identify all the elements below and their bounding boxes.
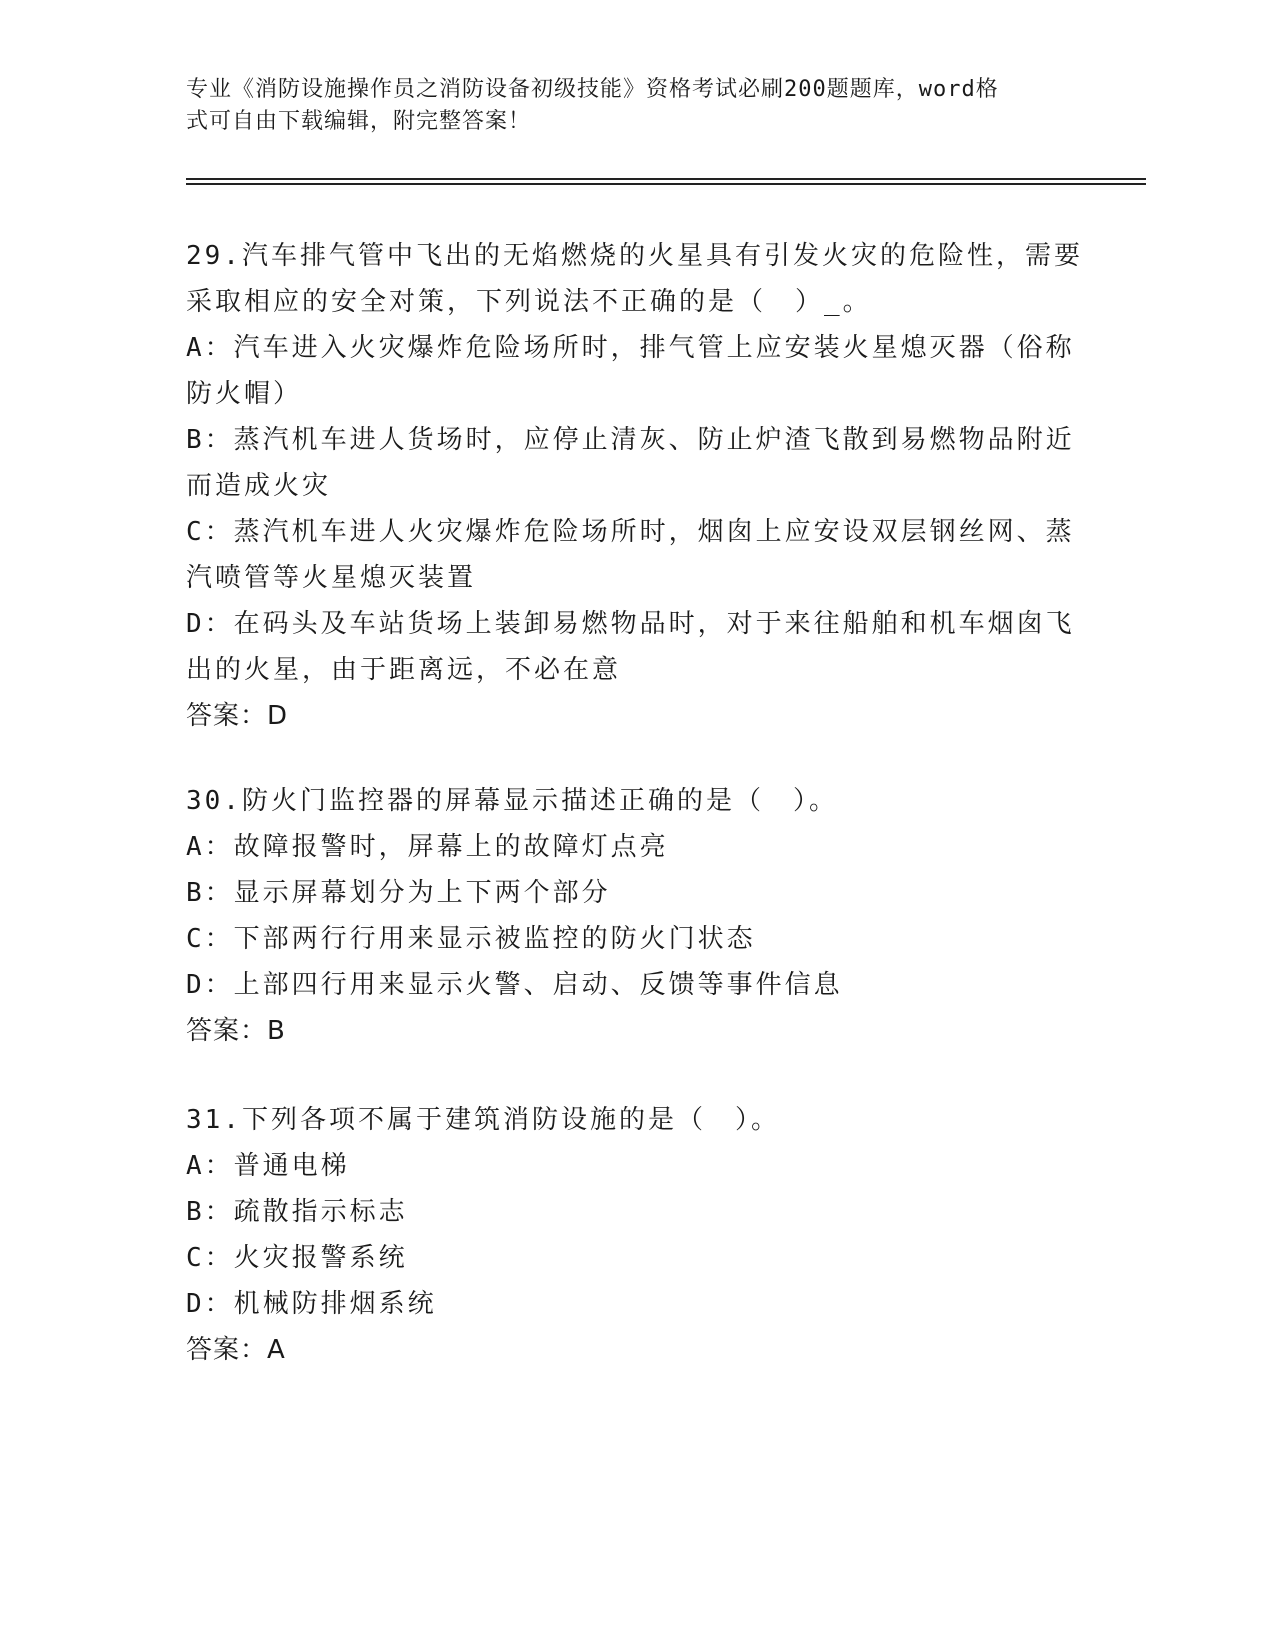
- option-line: B：蒸汽机车进人货场时，应停止清灰、防止炉渣飞散到易燃物品附近: [186, 425, 1075, 455]
- option-a: [186, 325, 1075, 417]
- option-d: [186, 601, 1075, 693]
- option-line: A：汽车进入火灾爆炸危险场所时，排气管上应安装火星熄灭器（俗称: [186, 333, 1075, 363]
- question-31: [186, 1097, 1066, 1373]
- header-line-1: 专业《消防设施操作员之消防设备初级技能》资格考试必刷200题题库，word格: [186, 77, 999, 102]
- question-29: [186, 233, 1083, 739]
- option-line: C：蒸汽机车进人火灾爆炸危险场所时，烟囱上应安设双层钢丝网、蒸: [186, 517, 1075, 547]
- option-line: D：在码头及车站货场上装卸易燃物品时，对于来往船舶和机车烟囱飞: [186, 609, 1075, 639]
- option-line: 而造成火灾: [186, 471, 332, 501]
- option-d: D：机械防排烟系统: [186, 1289, 437, 1319]
- option-line: 汽喷管等火星熄灭装置: [186, 563, 477, 593]
- option-a: A：普通电梯: [186, 1151, 350, 1181]
- answer: 答案：B: [186, 1016, 286, 1046]
- option-c: [186, 509, 1075, 601]
- option-d: D：上部四行用来显示火警、启动、反馈等事件信息: [186, 970, 843, 1000]
- option-line: 防火帽）: [186, 379, 303, 409]
- question-stem-line: 采取相应的安全对策，下列说法不正确的是（ ）_。: [186, 287, 872, 317]
- option-b: [186, 417, 1075, 509]
- document-header: [186, 74, 1066, 138]
- answer: 答案：D: [186, 701, 289, 731]
- option-line: 出的火星，由于距离远，不必在意: [186, 655, 622, 685]
- option-b: B：疏散指示标志: [186, 1197, 408, 1227]
- question-stem-line: 30.防火门监控器的屏幕显示描述正确的是（ ）。: [186, 786, 838, 816]
- question-stem-line: 31.下列各项不属于建筑消防设施的是（ ）。: [186, 1105, 780, 1135]
- header-divider-top: [186, 178, 1146, 180]
- header-line-2: 式可自由下载编辑，附完整答案！: [186, 109, 532, 134]
- question-30: [186, 778, 1066, 1054]
- option-c: C：下部两行行用来显示被监控的防火门状态: [186, 924, 756, 954]
- header-divider-bottom: [186, 183, 1146, 185]
- option-c: C：火灾报警系统: [186, 1243, 408, 1273]
- option-a: A：故障报警时，屏幕上的故障灯点亮: [186, 832, 669, 862]
- option-b: B：显示屏幕划分为上下两个部分: [186, 878, 611, 908]
- question-stem-line: 29.汽车排气管中飞出的无焰燃烧的火星具有引发火灾的危险性，需要: [186, 241, 1083, 271]
- answer: 答案：A: [186, 1335, 286, 1365]
